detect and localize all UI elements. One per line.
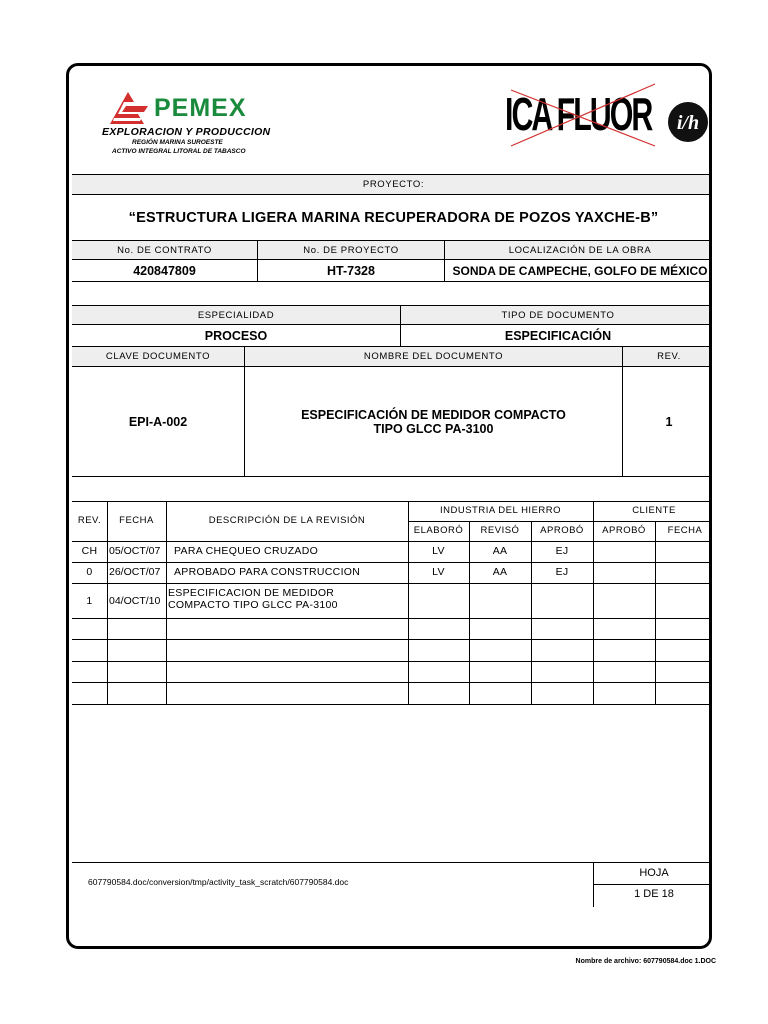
table-row-1-reviso: AA [492,545,508,557]
contract-label: No. DE CONTRATO [72,241,258,259]
table-row-3-desc-line-2: COMPACTO TIPO GLCC PA-3100 [168,599,338,611]
table-row-1-aprobo: EJ [555,545,569,557]
pemex-brand: PEMEX [154,94,247,122]
svg-text:i/h: i/h [676,112,700,134]
descripcion-header: DESCRIPCIÓN DE LA REVISIÓN [208,515,366,526]
pemex-subtitle-2: REGIÓN MARINA SUROESTE [132,139,223,146]
project-title-row [72,195,712,241]
doc-rev-value: 1 [665,414,673,429]
project-title: “ESTRUCTURA LIGERA MARINA RECUPERADORA DE POZOS YAXCHE-B” [128,209,659,226]
table-row-1-rev: CH [81,545,98,557]
contract-values-row [72,260,712,282]
elaboro-header: ELABORÓ [413,525,464,536]
table-row-3-rev: 1 [86,595,93,607]
specialty-labels-row [72,306,712,325]
footer-path: 607790584.doc/conversion/tmp/activity_task_scratch/607790584.doc [88,877,349,887]
table-row-1-desc: PARA CHEQUEO CRUZADO [174,545,319,557]
project-label-row [72,174,712,195]
project-number-value: HT-7328 [258,260,445,281]
doc-name-label: NOMBRE DEL DOCUMENTO [245,347,623,366]
cliente-aprobo-header: APROBÓ [602,525,646,536]
pemex-subtitle-3: ACTIVO INTEGRAL LITORAL DE TABASCO [112,148,246,155]
doc-name-value [245,367,623,476]
table-row-2-reviso: AA [492,566,508,578]
contract-labels-row [72,241,712,260]
icafluor-logo [505,82,712,152]
footer-row [72,862,712,907]
pemex-logo [100,88,271,168]
specialty-value: PROCESO [72,325,401,346]
table-row-1-fecha: 05/OCT/07 [109,545,161,557]
table-row-3-fecha: 04/OCT/10 [109,595,161,607]
table-row-1-elaboro: LV [432,545,445,557]
contract-value: 420847809 [72,260,258,281]
specialty-values-row [72,325,712,347]
hoja-label: HOJA [639,867,669,879]
rev-header: REV. [77,515,102,526]
doc-name-line-1: ESPECIFICACIÓN DE MEDIDOR COMPACTO [301,407,566,422]
hoja-value: 1 DE 18 [634,888,674,900]
pemex-eagle-icon [104,90,152,126]
spacer-row-2 [72,477,712,501]
document-labels-row [72,347,712,367]
filename-note: Nombre de archivo: 607790584.doc 1.DOC [575,958,716,965]
industria-header: INDUSTRIA DEL HIERRO [439,505,562,516]
doc-key-value: EPI-A-002 [72,367,245,476]
reviso-header: REVISÓ [480,525,520,536]
table-row-2-fecha: 26/OCT/07 [109,566,161,578]
table-row-2-desc: APROBADO PARA CONSTRUCCION [174,566,361,578]
cliente-header: CLIENTE [632,505,676,516]
location-value: SONDA DE CAMPECHE, GOLFO DE MÉXICO [452,263,708,278]
icafluor-brand: ICA FLUOR [505,88,652,140]
logo-header [72,66,712,174]
doc-type-value: ESPECIFICACIÓN [504,328,612,343]
specialty-label: ESPECIALIDAD [72,306,401,324]
doc-rev-label: REV. [657,351,681,362]
document-values-row [72,367,712,477]
doc-type-label: TIPO DE DOCUMENTO [501,309,615,321]
cliente-fecha-header: FECHA [667,525,703,536]
project-label: PROYECTO: [362,179,425,190]
aprobo-header: APROBÓ [540,525,584,536]
ih-emblem-icon [666,100,710,144]
pemex-subtitle-1: EXPLORACION Y PRODUCCION [102,126,271,138]
table-row-2-elaboro: LV [432,566,445,578]
table-row-3-desc-line-1: ESPECIFICACION DE MEDIDOR [168,587,335,599]
doc-key-label: CLAVE DOCUMENTO [72,347,245,366]
doc-name-line-2: TIPO GLCC PA-3100 [373,421,494,436]
table-row-2-aprobo: EJ [555,566,569,578]
document-frame [66,63,712,949]
location-label: LOCALIZACIÓN DE LA OBRA [508,244,652,256]
fecha-header: FECHA [119,515,154,526]
project-number-label: No. DE PROYECTO [258,241,445,259]
revision-table [72,501,712,705]
table-row-2-rev: 0 [86,566,93,578]
spacer-row-1 [72,282,712,306]
cross-out-icon [505,82,665,152]
